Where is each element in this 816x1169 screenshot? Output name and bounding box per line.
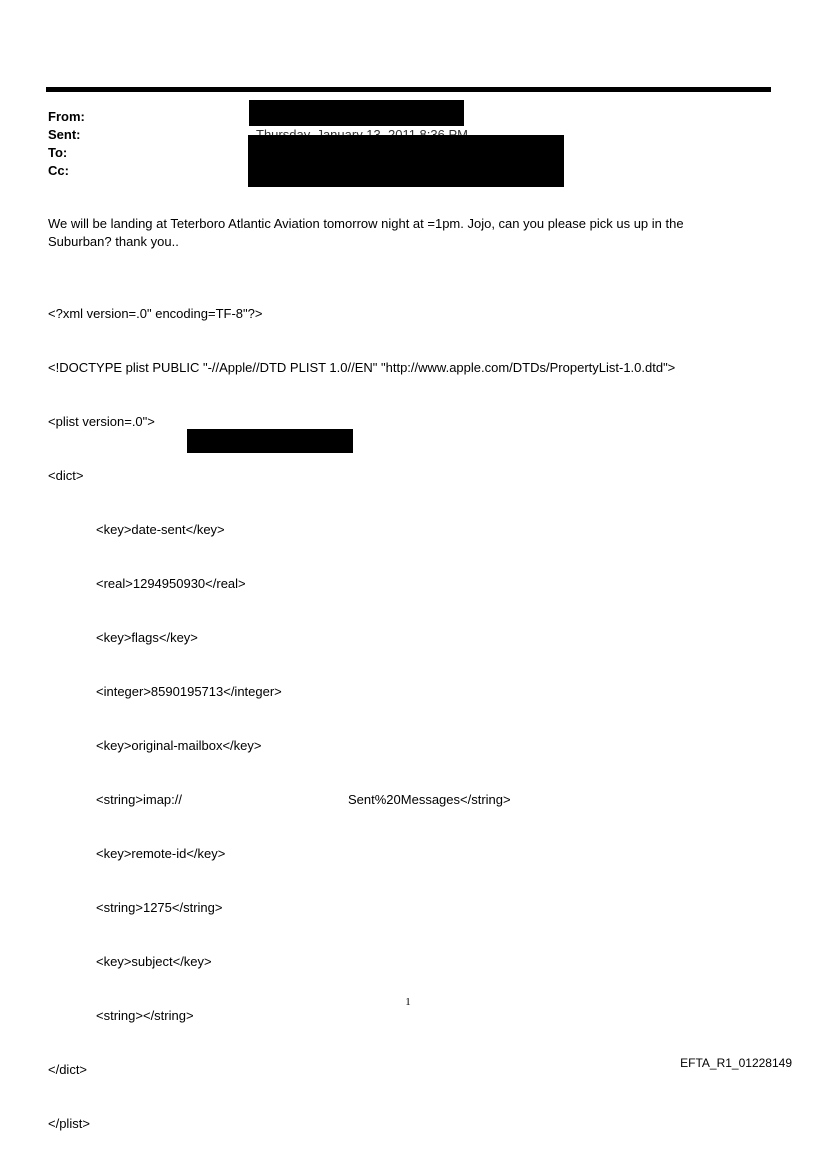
xml-plist-block: [48, 269, 675, 1169]
xml-line: <key>subject</key>: [96, 954, 212, 969]
redaction-imap: [187, 429, 353, 453]
imap-suffix: Sent%20Messages</string>: [348, 792, 511, 807]
sent-label: Sent:: [48, 127, 81, 142]
xml-line-imap: [48, 791, 675, 809]
xml-line: <key>flags</key>: [96, 630, 198, 645]
xml-line: </dict>: [48, 1062, 88, 1077]
xml-line: <key>remote-id</key>: [96, 846, 226, 861]
xml-line: <real>1294950930</real>: [96, 576, 246, 591]
xml-line: <plist version=.0">: [48, 414, 155, 429]
redaction-to-cc: [248, 135, 564, 187]
email-header-labels: [48, 108, 85, 180]
document-id: EFTA_R1_01228149: [680, 1056, 792, 1070]
to-label: To:: [48, 145, 68, 160]
from-label: From:: [48, 109, 85, 124]
xml-line: </plist>: [48, 1116, 90, 1131]
imap-prefix: <string>imap://: [96, 792, 182, 807]
xml-line: <integer>8590195713</integer>: [96, 684, 282, 699]
redaction-from: [249, 100, 464, 126]
xml-line: <!DOCTYPE plist PUBLIC "-//Apple//DTD PLIST 1.0//EN" "http://www.apple.com/DTDs/PropertyList-1.0.dtd">: [48, 360, 676, 375]
xml-line: <key>original-mailbox</key>: [96, 738, 262, 753]
xml-line: <string></string>: [96, 1008, 194, 1023]
cc-label: Cc:: [48, 163, 69, 178]
header-rule: [46, 87, 771, 92]
xml-line: <key>date-sent</key>: [96, 522, 225, 537]
xml-line: <dict>: [48, 468, 84, 483]
xml-line: <?xml version=.0" encoding=TF-8"?>: [48, 306, 263, 321]
xml-line: <string>1275</string>: [96, 900, 223, 915]
message-body: We will be landing at Teterboro Atlantic Aviation tomorrow night at =1pm. Jojo, can you please pick us up in the Suburban? thank you..: [48, 216, 684, 249]
page-number: 1: [405, 996, 411, 1008]
